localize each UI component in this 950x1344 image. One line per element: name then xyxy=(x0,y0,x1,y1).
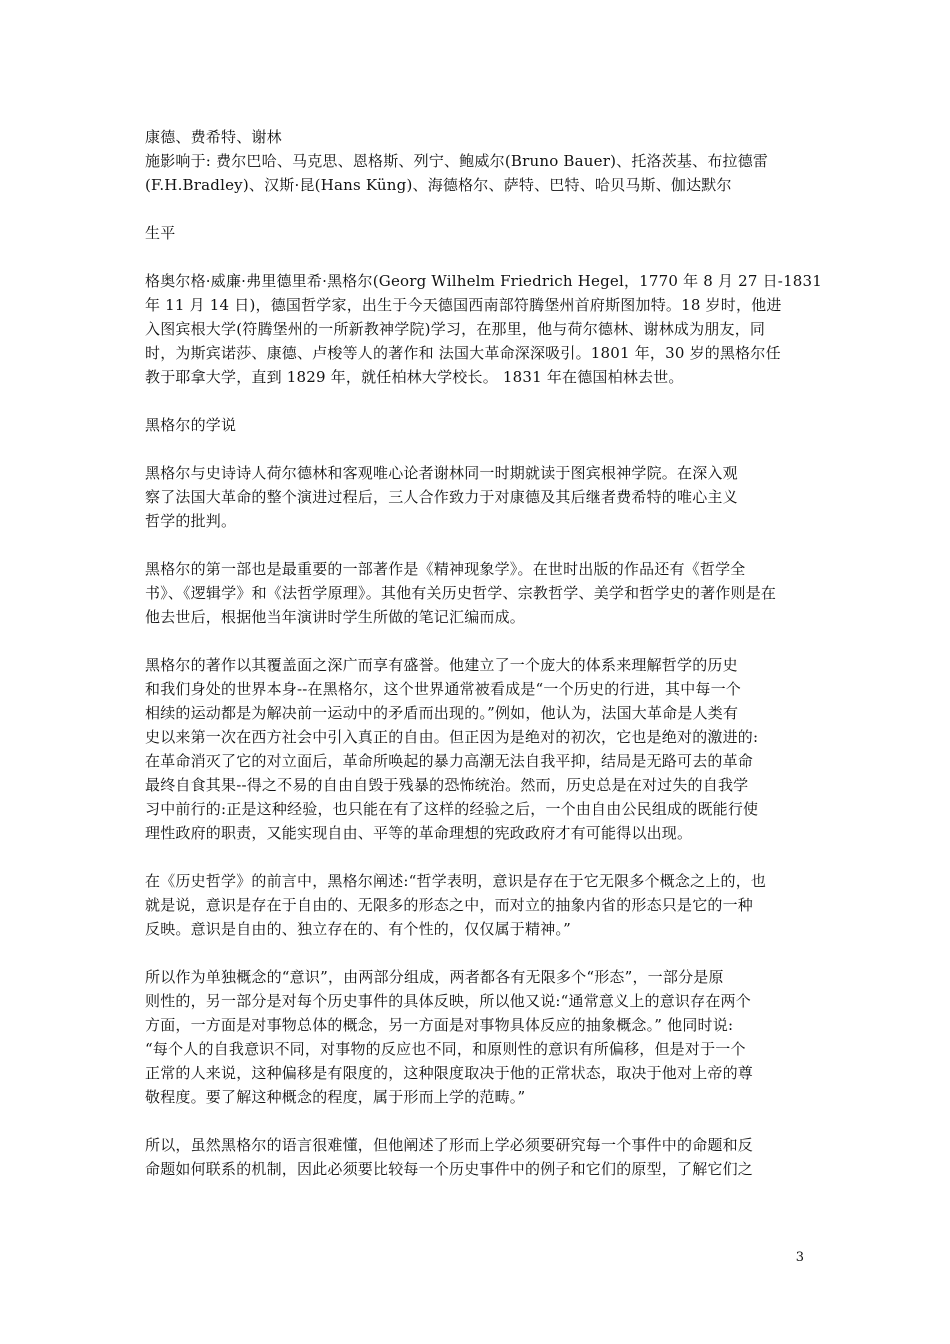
paragraph-line: 所以，虽然黑格尔的语言很难懂，但他阐述了形而上学必须要研究每一个事件中的命题和反 xyxy=(145,1136,754,1154)
paragraph-line: “每个人的自我意识不同，对事物的反应也不同，和原则性的意识有所偏移，但是对于一个 xyxy=(145,1040,746,1058)
paragraph-1 xyxy=(145,461,810,533)
paragraph-line: 黑格尔与史诗诗人荷尔德林和客观唯心论者谢林同一时期就读于图宾根神学院。在深入观 xyxy=(145,464,738,482)
paragraph-line: 黑格尔的著作以其覆盖面之深广而享有盛誉。他建立了一个庞大的体系来理解哲学的历史 xyxy=(145,656,738,674)
paragraph-2 xyxy=(145,557,810,629)
paragraph-line: 则性的，另一部分是对每个历史事件的具体反映，所以他又说:“通常意义上的意识存在两个 xyxy=(145,992,751,1010)
paragraph-line: 入图宾根大学(符腾堡州的一所新教神学院)学习，在那里，他与荷尔德林、谢林成为朋友，同 xyxy=(145,320,766,338)
paragraph-line: 时，为斯宾诺莎、康德、卢梭等人的著作和 法国大革命深深吸引。1801 年，30 岁的黑格尔任 xyxy=(145,344,781,362)
paragraph-line: 命题如何联系的机制，因此必须要比较每一个历史事件中的例子和它们的原型，了解它们之 xyxy=(145,1160,754,1178)
influenced-by-line: 康德、费希特、谢林 xyxy=(145,128,282,146)
paragraph-line: 在《历史哲学》的前言中，黑格尔阐述:“哲学表明，意识是存在于它无限多个概念之上的，也 xyxy=(145,872,767,890)
paragraph-5 xyxy=(145,965,810,1109)
paragraph-line: 教于耶拿大学，直到 1829 年，就任柏林大学校长。 1831 年在德国柏林去世。 xyxy=(145,368,684,386)
paragraph-line: 在革命消灭了它的对立面后，革命所唤起的暴力高潮无法自我平抑，结局是无路可去的革命 xyxy=(145,752,754,770)
paragraph-line: 最终自食其果--得之不易的自由自毁于残暴的恐怖统治。然而，历史总是在对过失的自我学 xyxy=(145,776,749,794)
section-heading-theory: 黑格尔的学说 xyxy=(145,416,237,434)
paragraph-line: 哲学的批判。 xyxy=(145,512,237,530)
document-body xyxy=(145,125,823,1181)
paragraph-line: 察了法国大革命的整个演进过程后，三人合作致力于对康德及其后继者费希特的唯心主义 xyxy=(145,488,738,506)
paragraph-line: 习中前行的:正是这种经验，也只能在有了这样的经验之后，一个由自由公民组成的既能行使 xyxy=(145,800,759,818)
paragraph-line: 书》、《逻辑学》和《法哲学原理》。其他有关历史哲学、宗教哲学、美学和哲学史的著作则是在 xyxy=(145,584,777,602)
paragraph-line: 敬程度。要了解这种概念的程度，属于形而上学的范畴。” xyxy=(145,1088,526,1106)
paragraph-6 xyxy=(145,1133,810,1181)
influenced-line: (F.H.Bradley)、汉斯·昆(Hans Küng)、海德格尔、萨特、巴特、哈贝马斯、伽达默尔 xyxy=(145,176,732,194)
paragraph-line: 史以来第一次在西方社会中引入真正的自由。但正因为是绝对的初次，它也是绝对的激进的: xyxy=(145,728,759,746)
paragraph-line: 反映。意识是自由的、独立存在的、有个性的，仅仅属于精神。” xyxy=(145,920,571,938)
paragraph-3 xyxy=(145,653,810,845)
paragraph-line: 就是说，意识是存在于自由的、无限多的形态之中，而对立的抽象内省的形态只是它的一种 xyxy=(145,896,754,914)
page-number: 3 xyxy=(795,1250,804,1265)
paragraph-line: 格奥尔格·威廉·弗里德里希·黑格尔(Georg Wilhelm Friedrich Hegel，1770 年 8 月 27 日-1831 xyxy=(145,272,823,290)
paragraph-line: 正常的人来说，这种偏移是有限度的，这种限度取决于他的正常状态，取决于他对上帝的尊 xyxy=(145,1064,754,1082)
paragraph-line: 和我们身处的世界本身--在黑格尔，这个世界通常被看成是“一个历史的行进，其中每一个 xyxy=(145,680,742,698)
paragraph-line: 黑格尔的第一部也是最重要的一部著作是《精神现象学》。在世时出版的作品还有《哲学全 xyxy=(145,560,746,578)
paragraph-life xyxy=(145,269,823,389)
influence-section xyxy=(145,125,810,197)
paragraph-line: 理性政府的职责，又能实现自由、平等的革命理想的宪政政府才有可能得以出现。 xyxy=(145,824,693,842)
section-heading-life: 生平 xyxy=(145,224,176,242)
paragraph-4 xyxy=(145,869,810,941)
influenced-line: 施影响于: 费尔巴哈、马克思、恩格斯、列宁、鲍威尔(Bruno Bauer)、托洛茨基、布拉德雷 xyxy=(145,152,769,170)
paragraph-line: 他去世后，根据他当年演讲时学生所做的笔记汇编而成。 xyxy=(145,608,526,626)
paragraph-line: 年 11 月 14 日)，德国哲学家，出生于今天德国西南部符腾堡州首府斯图加特。18 岁时，他进 xyxy=(145,296,782,314)
paragraph-line: 方面，一方面是对事物总体的概念，另一方面是对事物具体反应的抽象概念。” 他同时说: xyxy=(145,1016,734,1034)
paragraph-line: 所以作为单独概念的“意识”，由两部分组成，两者都各有无限多个“形态”，一部分是原 xyxy=(145,968,724,986)
paragraph-line: 相续的运动都是为解决前一运动中的矛盾而出现的。”例如，他认为，法国大革命是人类有 xyxy=(145,704,739,722)
